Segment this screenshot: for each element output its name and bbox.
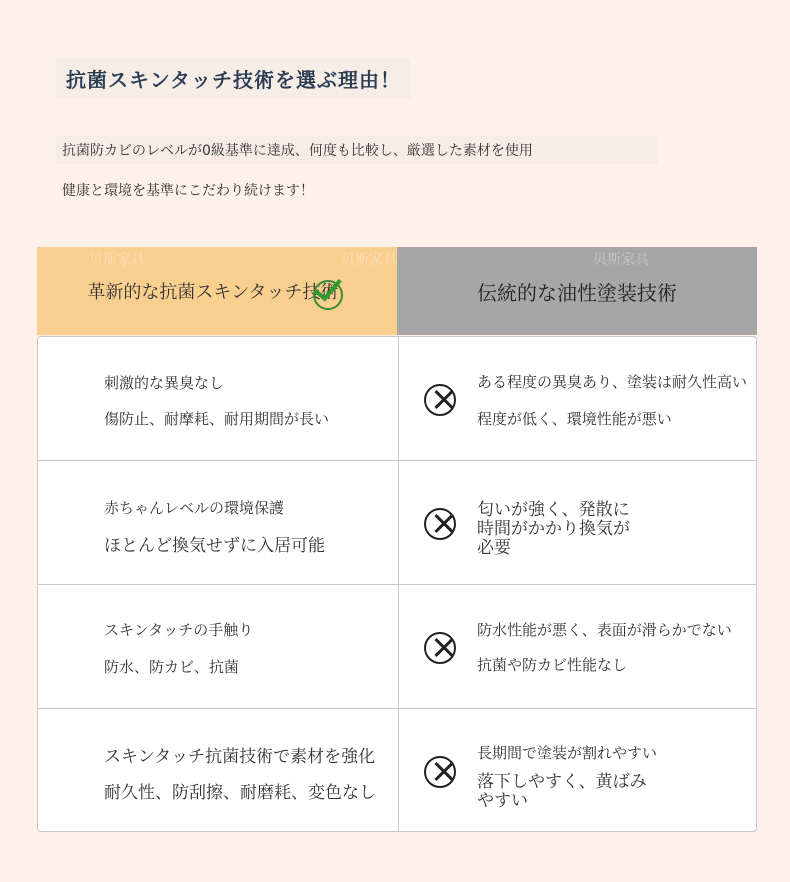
page-title: 抗菌スキンタッチ技術を選ぶ理由！ <box>56 58 411 99</box>
intro-line-2: 健康と環境を基準にこだわり続けます！ <box>62 183 314 199</box>
x-circle-icon <box>424 384 456 416</box>
table-row <box>38 585 756 709</box>
new-tech-cell <box>104 461 394 585</box>
x-circle-icon <box>424 756 456 788</box>
cell-text: やすい <box>477 791 528 811</box>
watermark: 贝斯家具 <box>593 252 649 268</box>
cell-text: 抗菌や防カビ性能なし <box>477 656 628 674</box>
header-traditional-technology <box>341 247 757 335</box>
new-tech-cell <box>104 337 394 461</box>
x-circle-icon <box>424 508 456 540</box>
traditional-tech-cell <box>477 337 777 461</box>
cell-text: 傷防止、耐摩耗、耐用期間が長い <box>104 410 330 428</box>
new-tech-cell <box>104 585 394 709</box>
table-row <box>38 461 756 585</box>
cell-text: スキンタッチの手触り <box>104 621 254 639</box>
cell-text: ある程度の異臭あり、塗装は耐久性高い <box>477 373 748 391</box>
cell-text: 赤ちゃんレベルの環境保護 <box>104 499 285 517</box>
cell-text: 耐久性、防刮擦、耐磨耗、変色なし <box>104 783 376 803</box>
cell-text: 必要 <box>477 538 511 558</box>
cell-text: 防水性能が悪く、表面が滑らかでない <box>477 621 732 639</box>
cell-text: スキンタッチ抗菌技術で素材を強化 <box>104 747 376 767</box>
cell-text: 程度が低く、環境性能が悪い <box>477 410 672 428</box>
traditional-tech-cell <box>477 709 777 833</box>
cell-text: ほとんど換気せずに入居可能 <box>104 536 325 556</box>
comparison-table <box>37 336 757 832</box>
watermark: 贝斯家具 <box>89 252 145 268</box>
cell-text: 落下しやすく、黄ばみ <box>477 772 647 792</box>
cell-text: 長期間で塗装が割れやすい <box>477 744 658 762</box>
cell-text: 防水、防カビ、抗菌 <box>104 658 239 676</box>
x-circle-icon <box>424 632 456 664</box>
intro-line-1: 抗菌防カビのレベルが0級基準に達成、何度も比較し、厳選した素材を使用 <box>56 136 658 164</box>
cell-text: 匂いが強く、発散に <box>477 500 630 520</box>
traditional-tech-cell <box>477 461 777 585</box>
check-icon <box>313 274 347 308</box>
table-row <box>38 337 756 461</box>
header-left-label: 革新的な抗菌スキンタッチ技術 <box>87 282 339 303</box>
header-right-label: 伝統的な油性塗装技術 <box>477 280 677 305</box>
new-tech-cell <box>104 709 394 833</box>
traditional-tech-cell <box>477 585 777 709</box>
table-row <box>38 709 756 833</box>
watermark: 贝斯家具 <box>341 252 397 268</box>
cell-text: 刺激的な異臭なし <box>104 374 225 392</box>
cell-text: 時間がかかり換気が <box>477 519 630 539</box>
